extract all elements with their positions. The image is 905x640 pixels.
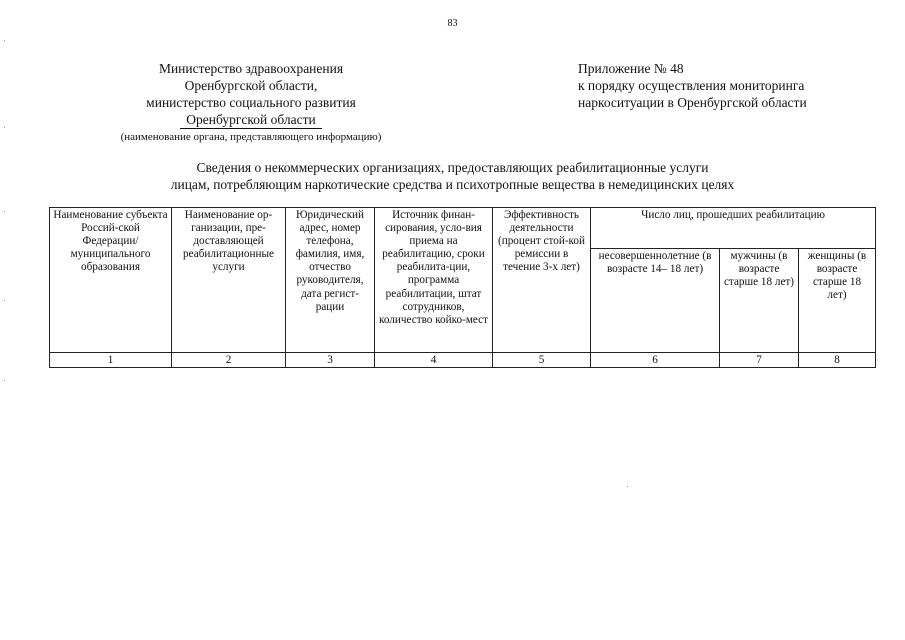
column-number: 6: [591, 353, 720, 368]
reporting-body-block: [92, 60, 410, 144]
column-header-funding: Источник финан-сирования, усло-вия приема на реабилитацию, сроки реабилита-ции, программа реабилитации, штат сотрудников, количество койко-мест: [375, 208, 493, 353]
column-header-men: мужчины (в возрасте старше 18 лет): [720, 249, 799, 353]
document-title: [0, 159, 905, 193]
appendix-number: Приложение № 48: [578, 61, 684, 76]
column-number: 8: [799, 353, 876, 368]
column-number: 3: [286, 353, 375, 368]
page-number: 83: [447, 18, 458, 29]
reporting-body-line: министерство социального развития: [146, 95, 356, 110]
column-header-effectiveness: Эффективность деятельности (процент стой-кой ремиссии в течение 3-х лет): [493, 208, 591, 353]
column-header-organization: Наименование ор-ганизации, пре-доставляющей реабилитационные услуги: [172, 208, 286, 353]
reporting-body-caption: (наименование органа, представляющего информацию): [120, 131, 382, 143]
column-number: 1: [50, 353, 172, 368]
column-header-women: женщины (в возрасте старше 18 лет): [799, 249, 876, 353]
column-header-region: Наименование субъекта Россий-ской Федерации/ муниципального образования: [50, 208, 172, 353]
document-title-line: лицам, потребляющим наркотические средства и психотропные вещества в немедицинских целях: [170, 177, 735, 192]
reporting-body-line: Оренбургской области: [180, 111, 321, 129]
column-number: 7: [720, 353, 799, 368]
column-group-header-rehabilitated: Число лиц, прошедших реабилитацию: [591, 208, 876, 249]
column-number: 2: [172, 353, 286, 368]
appendix-header: [578, 60, 878, 111]
column-header-minors: несовершеннолетние (в возрасте 14– 18 лет): [591, 249, 720, 353]
appendix-line: к порядку осуществления мониторинга: [578, 78, 805, 93]
column-number: 5: [493, 353, 591, 368]
column-header-address: Юридический адрес, номер телефона, фамилия, имя, отчество руководителя, дата регист-рации: [286, 208, 375, 353]
document-title-line: Сведения о некоммерческих организациях, предоставляющих реабилитационные услуги: [196, 160, 709, 175]
reporting-body-line: Оренбургской области,: [184, 78, 318, 93]
reporting-body-line: Министерство здравоохранения: [158, 61, 344, 76]
appendix-line: наркоситуации в Оренбургской области: [578, 95, 807, 110]
report-table: [49, 207, 876, 368]
column-number: 4: [375, 353, 493, 368]
